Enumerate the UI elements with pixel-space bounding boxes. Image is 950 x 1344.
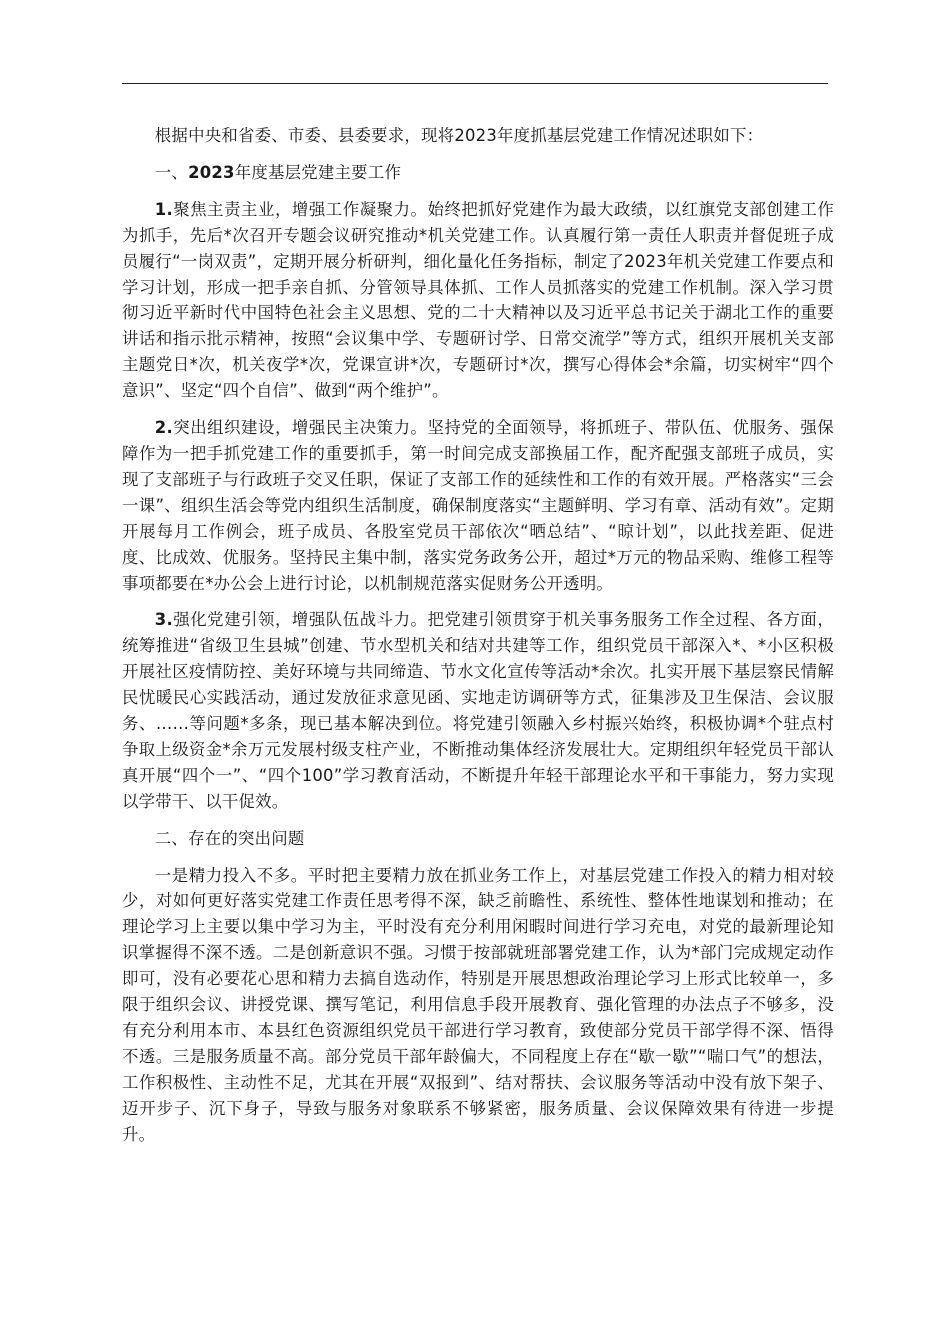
intro-paragraph: 根据中央和省委、市委、县委要求，现将2023年度抓基层党建工作情况述职如下：: [154, 126, 764, 145]
item-paragraph-1: [122, 197, 834, 404]
section-year: 2023: [188, 162, 235, 182]
item-paragraph-2: [122, 415, 834, 596]
document-body: [122, 123, 834, 1159]
problems-paragraph: 一是精力投入不多。平时把主要精力放在抓业务工作上，对基层党建工作投入的精力相对较少，对如何更好落实党建工作责任思考得不深，缺乏前瞻性、系统性、整体性地谋划和推动；在理论学习上主要以集中学习为主，平时没有充分利用闲暇时间进行学习充电，对党的最新理论知识掌握得不深不透。二是创新意识不强。习惯于按部就班部署党建工作，认为*部门完成规定动作即可，没有必要花心思和精力去搞自选动作，特别是开展思想政治理论学习上形式比较单一，多限于组织会议、讲授党课、撰写笔记，利用信息手段开展教育、强化管理的办法点子不够多，没有充分利用本市、本县红色资源组织党员干部进行学习教育，致使部分党员干部学得不深、悟得不透。三是服务质量不高。部分党员干部年龄偏大，不同程度上存在“歇一歇”“喘口气”的想法，工作积极性、主动性不足，尤其在开展“双报到”、结对帮扶、会议服务等活动中没有放下架子、迈开步子、沉下身子，导致与服务对象联系不够紧密，服务质量、会议保障效果有待进一步提升。: [122, 865, 834, 1144]
section-title: 年度基层党建主要工作: [234, 162, 402, 182]
item-number: 2.: [154, 418, 173, 438]
section-heading-problems: 二、存在的突出问题: [154, 828, 305, 848]
item-paragraph-3: [122, 607, 834, 814]
item-text: 聚焦主责主业，增强工作凝聚力。始终把抓好党建作为最大政绩，以红旗党支部创建工作为抓手，先后*次召开专题会议研究推动*机关党建工作。认真履行第一责任人职责并督促班子成员履行“一岗双责”，定期开展分析研判，细化量化任务指标，制定了2023年机关党建工作要点和学习计划，形成一把手亲自抓、分管领导具体抓、工作人员抓落实的党建工作机制。深入学习贯彻习近平新时代中国特色社会主义思想、党的二十大精神以及习近平总书记关于湖北工作的重要讲话和指示批示精神，按照“会议集中学、专题研讨学、日常交流学”等方式，组织开展机关支部主题党日*次，机关夜学*次，党课宣讲*次，专题研讨*次，撰写心得体会*余篇，切实树牢“四个意识”、坚定“四个自信”、做到“两个维护”。: [122, 199, 834, 401]
header-rule: [122, 83, 828, 84]
section-heading-main-work: [122, 160, 834, 186]
item-number: 3.: [154, 610, 173, 630]
item-text: 强化党建引领，增强队伍战斗力。把党建引领贯穿于机关事务服务工作全过程、各方面，统筹推进“省级卫生县城”创建、节水型机关和结对共建等工作，组织党员干部深入*、*小区积极开展社区疫情防控、美好环境与共同缔造、节水文化宣传等活动*余次。扎实开展下基层察民情解民忧暖民心实践活动，通过发放征求意见函、实地走访调研等方式，征集涉及卫生保洁、会议服务、……等问题*多条，现已基本解决到位。将党建引领融入乡村振兴始终，积极协调*个驻点村争取上级资金*余万元发展村级支柱产业，不断推动集体经济发展壮大。定期组织年轻党员干部认真开展“四个一”、“四个100”学习教育活动，不断提升年轻干部理论水平和干事能力，努力实现以学带干、以干促效。: [122, 610, 834, 811]
section-number: 一、: [154, 162, 189, 182]
item-number: 1.: [154, 199, 173, 219]
item-text: 突出组织建设，增强民主决策力。坚持党的全面领导，将抓班子、带队伍、优服务、强保障作为一把手抓党建工作的重要抓手，第一时间完成支部换届工作，配齐配强支部班子成员，实现了支部班子与行政班子交叉任职，保证了支部工作的延续性和工作的有效开展。严格落实“三会一课”、组织生活会等党内组织生活制度，确保制度落实“主题鲜明、学习有章、活动有效”。定期开展每月工作例会，班子成员、各股室党员干部依次“晒总结”、“晾计划”，以此找差距、促进度、比成效、优服务。坚持民主集中制，落实党务政务公开，超过*万元的物品采购、维修工程等事项都要在*办公会上进行讨论，以机制规范落实促财务公开透明。: [122, 418, 834, 593]
